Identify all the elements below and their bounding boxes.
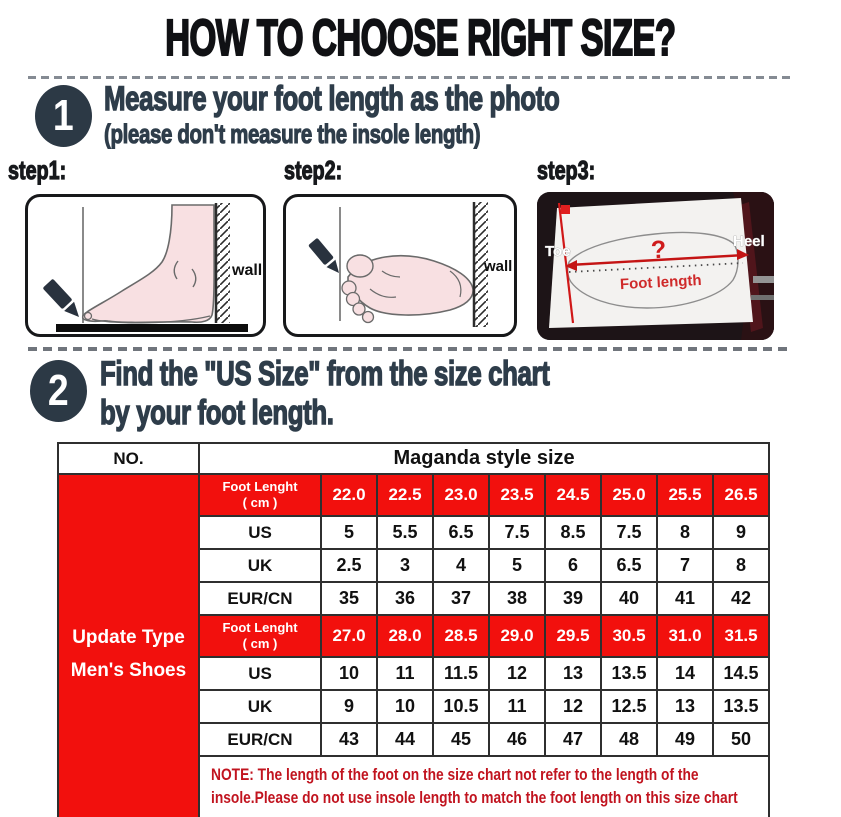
size-cell: 11.5 (433, 657, 489, 690)
step1-label: step1: (8, 155, 67, 185)
row-label-eur: EUR/CN (199, 723, 321, 756)
big-toe (347, 255, 373, 277)
size-cell: 46 (489, 723, 545, 756)
size-cell: 44 (377, 723, 433, 756)
step2-heading-line2: by your foot length. (100, 394, 334, 432)
size-cell: 8 (713, 549, 769, 582)
size-cell: 2.5 (321, 549, 377, 582)
size-chart-table (57, 442, 770, 817)
step1-heading: Measure your foot length as the photo (104, 80, 560, 118)
toe-label: Toe (545, 243, 571, 260)
foot-length-label: Foot length (619, 271, 702, 294)
size-cell: 12 (545, 690, 601, 723)
size-cell: 6.5 (601, 549, 657, 582)
size-cell: 9 (713, 516, 769, 549)
step2-illustration-top-foot (283, 194, 517, 337)
heel-label: Heel (733, 233, 765, 250)
size-cell: 30.5 (601, 615, 657, 657)
size-cell: 10.5 (433, 690, 489, 723)
foot-side-shape (83, 205, 214, 322)
foot-side-illustration (28, 197, 263, 334)
size-cell: 4 (433, 549, 489, 582)
row-label-uk: UK (199, 549, 321, 582)
size-cell: 40 (601, 582, 657, 615)
background-strip-2 (751, 295, 774, 300)
page-title-text: HOW TO CHOOSE RIGHT SIZE? (165, 9, 676, 66)
toe-5 (363, 312, 374, 323)
size-cell: 28.0 (377, 615, 433, 657)
size-cell: 12.5 (601, 690, 657, 723)
row-group-label (58, 474, 199, 817)
size-cell: 48 (601, 723, 657, 756)
size-cell: 36 (377, 582, 433, 615)
row-label-uk: UK (199, 690, 321, 723)
row-label-foot-length: Foot Lenght ( cm ) (199, 615, 321, 657)
page-title (0, 8, 841, 67)
size-cell: 13 (545, 657, 601, 690)
step2-number-badge (30, 360, 87, 422)
red-marker-square (561, 205, 570, 214)
dashed-divider-top (28, 76, 790, 79)
step1-number: 1 (53, 91, 74, 140)
pencil-icon (43, 279, 85, 322)
size-cell: 7 (657, 549, 713, 582)
size-cell: 49 (657, 723, 713, 756)
wall-hatch (217, 203, 230, 323)
unknown-length-mark: ? (650, 235, 667, 265)
step2-label: step2: (284, 155, 343, 185)
size-cell: 26.5 (713, 474, 769, 516)
size-cell: 11 (377, 657, 433, 690)
ground-bar (56, 324, 248, 332)
size-chart-note (199, 756, 769, 817)
size-cell: 10 (321, 657, 377, 690)
size-cell: 41 (657, 582, 713, 615)
foot-outline-photo (537, 192, 774, 340)
step3-illustration-photo (537, 192, 774, 340)
size-cell: 8 (657, 516, 713, 549)
size-cell: 8.5 (545, 516, 601, 549)
pencil-icon (308, 238, 344, 277)
size-cell: 38 (489, 582, 545, 615)
size-cell: 45 (433, 723, 489, 756)
size-cell: 5 (489, 549, 545, 582)
size-cell: 35 (321, 582, 377, 615)
size-cell: 25.0 (601, 474, 657, 516)
size-cell: 9 (321, 690, 377, 723)
row-label-us: US (199, 516, 321, 549)
size-cell: 5 (321, 516, 377, 549)
size-cell: 14 (657, 657, 713, 690)
size-cell: 24.5 (545, 474, 601, 516)
row-label-foot-length: Foot Lenght ( cm ) (199, 474, 321, 516)
size-cell: 12 (489, 657, 545, 690)
size-cell: 25.5 (657, 474, 713, 516)
size-cell: 31.0 (657, 615, 713, 657)
size-cell: 31.5 (713, 615, 769, 657)
row-group-line2: Men's Shoes (70, 659, 187, 681)
step2-heading-line1: Find the "US Size" from the size chart (100, 355, 550, 393)
row-group-line1: Update Type (72, 626, 185, 648)
size-cell: 42 (713, 582, 769, 615)
step1-illustration-side-foot (25, 194, 266, 337)
corner-header: NO. (58, 443, 199, 474)
size-cell: 5.5 (377, 516, 433, 549)
size-cell: 50 (713, 723, 769, 756)
size-cell: 22.5 (377, 474, 433, 516)
background-strip-1 (753, 276, 774, 283)
size-cell: 6.5 (433, 516, 489, 549)
size-cell: 23.5 (489, 474, 545, 516)
size-cell: 27.0 (321, 615, 377, 657)
size-cell: 29.0 (489, 615, 545, 657)
size-cell: 13.5 (713, 690, 769, 723)
size-cell: 7.5 (601, 516, 657, 549)
step1-number-badge (35, 85, 92, 147)
size-cell: 3 (377, 549, 433, 582)
size-cell: 23.0 (433, 474, 489, 516)
size-cell: 22.0 (321, 474, 377, 516)
row-label-us: US (199, 657, 321, 690)
size-cell: 6 (545, 549, 601, 582)
style-size-header: Maganda style size (199, 443, 769, 474)
size-cell: 13 (657, 690, 713, 723)
row-label-eur: EUR/CN (199, 582, 321, 615)
size-cell: 7.5 (489, 516, 545, 549)
wall-label: wall (484, 258, 513, 275)
size-cell: 43 (321, 723, 377, 756)
big-toe (85, 313, 92, 320)
size-cell: 14.5 (713, 657, 769, 690)
size-cell: 29.5 (545, 615, 601, 657)
step3-label: step3: (537, 155, 596, 185)
step2-number: 2 (48, 366, 69, 415)
foot-top-illustration (286, 197, 514, 334)
size-cell: 28.5 (433, 615, 489, 657)
note-text: NOTE: The length of the foot on the size chart not refer to the length of the insole.Please do not use insole length to match the foot length on this size chart (211, 766, 738, 808)
size-cell: 47 (545, 723, 601, 756)
size-cell: 13.5 (601, 657, 657, 690)
dashed-divider-middle (28, 347, 790, 351)
size-cell: 10 (377, 690, 433, 723)
size-cell: 37 (433, 582, 489, 615)
size-cell: 39 (545, 582, 601, 615)
wall-label: wall (232, 262, 263, 279)
step1-subheading: (please don't measure the insole length) (104, 119, 481, 149)
size-cell: 11 (489, 690, 545, 723)
